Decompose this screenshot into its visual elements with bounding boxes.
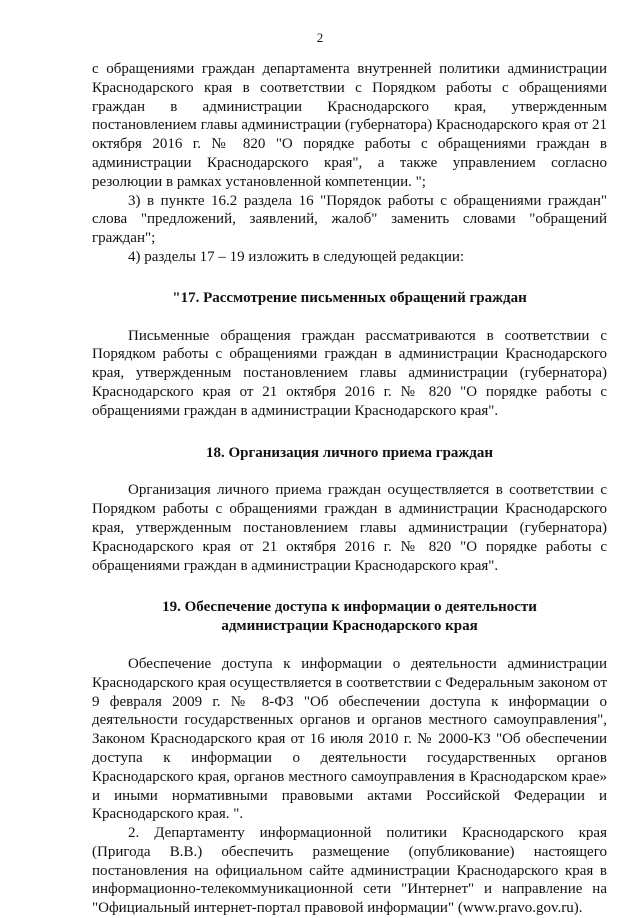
section-17-heading-line: "17. Рассмотрение письменных обращений граждан bbox=[172, 289, 527, 306]
paragraph-continuation: с обращениями граждан департамента внутренней политики администрации Краснодарского края в соответствии с Порядком работы с обращениями граждан в администрации Краснодарского края, утвержденным постановлением главы администрации (губернатора) Краснодарского края от 21 октября 2016 г. № 820 "О порядке работы с обращениями граждан в администрации Краснодарского края", а также управлением согласно резолюции в рамках установленной компетенции. "; bbox=[92, 61, 607, 190]
section-18-heading-line: 18. Организация личного приема граждан bbox=[205, 444, 494, 461]
section-19-heading bbox=[92, 598, 607, 636]
paragraph-item-4: 4) разделы 17 – 19 изложить в следующей редакции: bbox=[128, 248, 465, 265]
page-number: 2 bbox=[316, 30, 324, 45]
document-body bbox=[92, 60, 607, 918]
section-19-heading-line-1: 19. Обеспечение доступа к информации о деятельности bbox=[162, 599, 537, 616]
section-17-text: Письменные обращения граждан рассматриваются в соответствии с Порядком работы с обращениями граждан в администрации Краснодарского края, утвержденным постановлением главы администрации (губернатора) Краснодарского края от 21 октября 2016 г. № 820 "О порядке работы с обращениями граждан в администрации Краснодарского края". bbox=[92, 327, 607, 419]
section-18-text: Организация личного приема граждан осуществляется в соответствии с Порядком работы с обращениями граждан в администрации Краснодарского края, утвержденным постановлением главы администрации (губернатора) Краснодарского края от 21 октября 2016 г. № 820 "О порядке работы с обращениями граждан в администрации Краснодарского края". bbox=[92, 482, 607, 574]
section-18-heading bbox=[92, 444, 607, 463]
section-19-heading-line-2: администрации Краснодарского края bbox=[221, 618, 478, 635]
section-17-heading bbox=[92, 289, 607, 308]
paragraph-item-2: 2. Департаменту информационной политики Краснодарского края (Пригода В.В.) обеспечить размещение (опубликование) настоящего постановления на официальном сайте администрации Краснодарского края в информационно-телекоммуникационной сети "Интернет" и направление на "Официальный интернет-портал правовой информации" (www.pravo.gov.ru). bbox=[92, 825, 607, 917]
paragraph-item-3: 3) в пункте 16.2 раздела 16 "Порядок работы с обращениями граждан" слова "предложений, заявлений, жалоб" заменить словами "обращений граждан"; bbox=[92, 192, 607, 247]
section-19-text: Обеспечение доступа к информации о деятельности администрации Краснодарского края осуществляется в соответствии с Федеральным законом от 9 февраля 2009 г. № 8-ФЗ "Об обеспечении доступа к информации о деятельности государственных органов и органов местного самоуправления", Законом Краснодарского края от 16 июля 2010 г. № 2000-КЗ "Об обеспечении доступа к информации о деятельности государственных органов Краснодарского края, органов местного самоуправления в Краснодарском крае» и иными нормативными правовыми актами Российской Федерации и Краснодарского края. ". bbox=[92, 655, 607, 823]
